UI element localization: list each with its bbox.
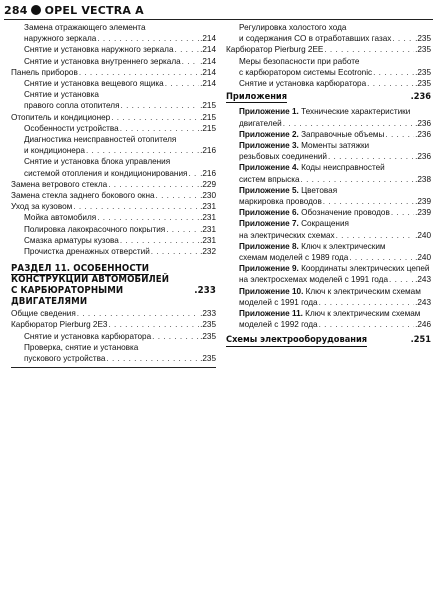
entry-text: правого сопла отопителя <box>24 101 120 111</box>
toc-entry[interactable] <box>226 56 431 78</box>
leader-dots <box>391 207 414 218</box>
entry-text: Сокращения <box>298 219 349 229</box>
leader-dots <box>152 331 199 342</box>
entry-text: Замена отражающего элемента <box>24 23 146 32</box>
entry-text: Снятие и установка внутреннего зеркала <box>24 56 181 66</box>
appendix-entry[interactable] <box>226 241 431 263</box>
entry-text: на электрических схемах <box>239 230 335 240</box>
appendix-number: Приложение 11. <box>239 309 303 319</box>
leader-dots <box>283 118 414 129</box>
entry-text: пускового устройства <box>24 354 106 364</box>
appendix-entry[interactable] <box>226 218 431 240</box>
appendix-number: Приложение 2. <box>239 129 299 139</box>
header-rule <box>4 19 433 20</box>
leader-dots <box>385 129 414 140</box>
section-11-line-3: С КАРБЮРАТОРНЫМИ ДВИГАТЕЛЯМИ <box>11 285 124 308</box>
leader-dots <box>349 252 414 263</box>
bullet-icon <box>31 5 41 15</box>
leader-dots <box>108 179 199 190</box>
entry-first-line <box>239 218 431 229</box>
leader-dots <box>182 56 199 67</box>
entry-text: с карбюратором системы Ecotronic <box>239 67 373 77</box>
leader-dots <box>392 33 414 44</box>
entry-page: .240 <box>415 230 431 240</box>
entry-text: наружного зеркала <box>24 34 97 44</box>
leader-dots <box>175 44 200 55</box>
entry-text: Диагностика неисправностей отопителя <box>24 135 177 145</box>
appendix-entry[interactable] <box>226 185 431 207</box>
section-11-page: .233 <box>194 285 216 297</box>
toc-entry[interactable] <box>11 190 216 201</box>
entry-text: Общие сведения <box>11 309 76 319</box>
entry-text: Коды неисправностей <box>298 163 385 173</box>
toc-entry[interactable] <box>11 22 216 44</box>
toc-entry[interactable] <box>11 123 216 134</box>
toc-entry[interactable] <box>11 342 216 364</box>
entry-page: .235 <box>200 320 216 330</box>
toc-entry[interactable] <box>11 246 216 257</box>
leader-dots <box>86 145 199 156</box>
entry-page: .230 <box>200 191 216 201</box>
toc-entry[interactable] <box>226 22 431 44</box>
section-11-heading[interactable] <box>11 263 216 307</box>
leader-dots <box>301 174 415 185</box>
entry-page: .235 <box>415 67 431 77</box>
entry-page: .243 <box>415 297 431 307</box>
entry-text: Смазка арматуры кузова <box>24 235 119 245</box>
entry-page: .236 <box>415 118 431 128</box>
entry-first-line <box>239 286 431 297</box>
appendix-number: Приложение 10. <box>239 286 304 296</box>
section-11-line-1: РАЗДЕЛ 11. ОСОБЕННОСТИ <box>11 263 150 275</box>
entry-text: схемам моделей с 1989 года <box>239 253 349 263</box>
entry-page: .229 <box>200 179 216 189</box>
toc-entry[interactable] <box>11 235 216 246</box>
appendix-number: Приложение 4. <box>239 163 299 173</box>
appendix-entry[interactable] <box>226 106 431 128</box>
appendix-number: Приложение 1. <box>239 107 299 117</box>
entry-page: .214 <box>200 56 216 66</box>
section-11-line-2: КОНСТРУКЦИИ АВТОМОБИЛЕЙ <box>11 274 170 286</box>
toc-entry[interactable] <box>11 134 216 156</box>
appendix-title: Приложения <box>226 91 288 103</box>
appendix-entry[interactable] <box>226 162 431 184</box>
appendix-heading[interactable] <box>226 91 431 103</box>
leader-dots <box>79 67 199 78</box>
entry-page: .238 <box>415 174 431 184</box>
entry-label <box>239 207 390 218</box>
entry-page: .215 <box>200 123 216 133</box>
leader-dots <box>319 297 414 308</box>
entry-text: систем впрыска <box>239 174 300 184</box>
appendix-entry[interactable] <box>226 308 431 330</box>
entry-first-line <box>239 263 431 274</box>
entry-page: .239 <box>415 197 431 207</box>
leader-dots <box>165 78 199 89</box>
entry-page: .246 <box>415 320 431 330</box>
entry-page: .235 <box>415 34 431 44</box>
entry-text: двигателей <box>239 118 282 128</box>
entry-page: .231 <box>200 224 216 234</box>
entry-page: .231 <box>200 213 216 223</box>
entry-text: Технические характеристики <box>298 107 411 117</box>
leader-dots <box>166 224 199 235</box>
entry-text: Прочистка дренажных отверстий <box>24 247 150 257</box>
entry-page: .235 <box>415 45 431 55</box>
leader-dots <box>97 212 199 223</box>
appendix-number: Приложение 9. <box>239 264 299 274</box>
leader-dots <box>328 151 414 162</box>
leader-dots <box>367 78 414 89</box>
entry-text: Замена стекла заднего бокового окна <box>11 191 155 201</box>
toc-right-column <box>226 22 431 350</box>
leader-dots <box>336 230 414 241</box>
leader-dots <box>373 67 414 78</box>
entry-text: Снятие и установка вещевого ящика <box>24 79 164 89</box>
toc-entry[interactable] <box>11 224 216 235</box>
toc-entry[interactable] <box>11 112 216 123</box>
toc-entry[interactable] <box>11 179 216 190</box>
entry-page: .233 <box>200 309 216 319</box>
entry-page: .214 <box>200 67 216 77</box>
entry-page: .232 <box>200 247 216 257</box>
entry-text: Координаты электрических цепей <box>298 264 430 274</box>
entry-label <box>239 129 384 140</box>
entry-page: .231 <box>200 202 216 212</box>
toc-entry[interactable] <box>11 308 216 319</box>
leader-dots <box>77 308 199 319</box>
leader-dots <box>324 44 414 55</box>
entry-text: резьбовых соединений <box>239 152 327 162</box>
entry-text: Карбюратор Pierburg 2E3 <box>11 320 108 330</box>
entry-text: Панель приборов <box>11 67 78 77</box>
entry-first-line <box>239 241 431 252</box>
column-end-rule <box>11 367 216 368</box>
schemes-title: Схемы электрооборудования <box>226 334 368 346</box>
leader-dots <box>97 33 199 44</box>
entry-page: .215 <box>200 112 216 122</box>
appendix-number: Приложение 8. <box>239 241 299 251</box>
appendix-number: Приложение 3. <box>239 141 299 151</box>
entry-first-line <box>239 308 431 319</box>
entry-text: Ключ к электрическим <box>298 241 386 251</box>
entry-text: Цветовая <box>298 185 338 195</box>
appendix-number: Приложение 5. <box>239 185 299 195</box>
appendix-entry[interactable] <box>226 129 431 140</box>
toc-left-column <box>11 22 216 370</box>
entry-text: Снятие и установка карбюратора <box>239 79 367 89</box>
entry-first-line <box>239 162 431 173</box>
entry-page: .216 <box>200 146 216 156</box>
entry-text: Снятие и установка блока управления <box>24 157 171 167</box>
leader-dots <box>111 112 199 123</box>
entry-text: Снятие и установка карбюратора <box>24 331 152 341</box>
schemes-page: .251 <box>410 334 431 346</box>
entry-text: Отопитель и кондиционер <box>11 112 111 122</box>
toc-entry[interactable] <box>11 331 216 342</box>
toc-entry[interactable] <box>226 44 431 55</box>
entry-text: Проверка, снятие и установка <box>24 342 139 352</box>
page-number: 284 <box>4 3 28 17</box>
entry-page: .215 <box>200 101 216 111</box>
appendix-list <box>226 106 431 330</box>
entry-text: Снятие и установка <box>24 90 99 100</box>
leader-dots <box>389 274 414 285</box>
leader-dots <box>120 123 199 134</box>
leader-dots <box>323 196 414 207</box>
entry-first-line <box>239 140 431 151</box>
entry-page: .235 <box>200 354 216 364</box>
entry-text: и кондиционера <box>24 146 85 156</box>
entry-text: на электросхемах моделей с 1991 года <box>239 275 389 285</box>
entry-page: .239 <box>415 208 431 218</box>
entry-text: Мойка автомобиля <box>24 213 97 223</box>
toc-entry[interactable] <box>11 89 216 111</box>
appendix-page: .236 <box>410 91 431 103</box>
page-header <box>4 2 144 18</box>
schemes-heading[interactable] <box>226 334 431 346</box>
entry-first-line <box>239 106 431 117</box>
toc-entry[interactable] <box>11 78 216 89</box>
entry-text: Снятие и установка наружного зеркала <box>24 45 174 55</box>
leader-dots <box>106 353 199 364</box>
leader-dots <box>73 201 199 212</box>
toc-entry[interactable] <box>11 319 216 330</box>
appendix-number: Приложение 6. <box>239 208 299 218</box>
entry-page: .214 <box>200 79 216 89</box>
book-title: OPEL VECTRA A <box>44 3 144 17</box>
entry-page: .236 <box>415 152 431 162</box>
leader-dots <box>319 319 414 330</box>
entry-page: .235 <box>200 331 216 341</box>
entry-page: .231 <box>200 235 216 245</box>
entry-text: Регулировка холостого хода <box>239 23 347 32</box>
appendix-entry[interactable] <box>226 207 431 218</box>
toc-entry[interactable] <box>11 156 216 178</box>
entry-text: Ключ к электрическим схемам <box>303 286 421 296</box>
entry-text: Обозначение проводов <box>298 208 390 218</box>
entry-text: системой отопления и кондиционирования <box>24 168 188 178</box>
appendix-number: Приложение 7. <box>239 219 299 229</box>
toc-entry[interactable] <box>11 44 216 55</box>
entry-page: .243 <box>415 275 431 285</box>
toc-entry[interactable] <box>11 67 216 78</box>
toc-list-left <box>11 22 216 257</box>
appendix-entry[interactable] <box>226 140 431 162</box>
toc-entry[interactable] <box>11 56 216 67</box>
leader-dots <box>188 168 199 179</box>
leader-dots <box>151 246 199 257</box>
entry-text: Замена ветрового стекла <box>11 179 108 189</box>
leader-dots <box>121 100 200 111</box>
leader-dots <box>108 319 199 330</box>
entry-text: Заправочные объемы <box>298 129 385 139</box>
toc-entry[interactable] <box>226 78 431 89</box>
entry-page: .216 <box>200 168 216 178</box>
toc-entry[interactable] <box>11 212 216 223</box>
entry-first-line <box>239 185 431 196</box>
entry-text: Полировка лакокрасочного покрытия <box>24 224 166 234</box>
entry-text: Особенности устройства <box>24 123 119 133</box>
appendix-entry[interactable] <box>226 263 431 285</box>
entry-text: Меры безопасности при работе <box>239 56 360 66</box>
entry-page: .235 <box>415 79 431 89</box>
leader-dots <box>156 190 200 201</box>
appendix-entry[interactable] <box>226 286 431 308</box>
toc-entry[interactable] <box>11 201 216 212</box>
entry-page: .240 <box>415 253 431 263</box>
toc-list-left-2 <box>11 308 216 364</box>
entry-text: Ключ к электрическим схемам <box>302 309 421 319</box>
entry-text: Уход за кузовом <box>11 202 73 212</box>
entry-text: Карбюратор Pierburg 2EE <box>226 45 324 55</box>
entry-text: моделей с 1992 года <box>239 320 318 330</box>
entry-text: маркировка проводов <box>239 197 322 207</box>
leader-dots <box>120 235 199 246</box>
entry-text: моделей с 1991 года <box>239 297 318 307</box>
toc-list-right <box>226 22 431 89</box>
entry-text: Моменты затяжки <box>298 141 370 151</box>
entry-page: .214 <box>200 45 216 55</box>
entry-page: .214 <box>200 34 216 44</box>
entry-text: и содержания CO в отработавших газах <box>239 34 392 44</box>
entry-page: .236 <box>415 129 431 139</box>
